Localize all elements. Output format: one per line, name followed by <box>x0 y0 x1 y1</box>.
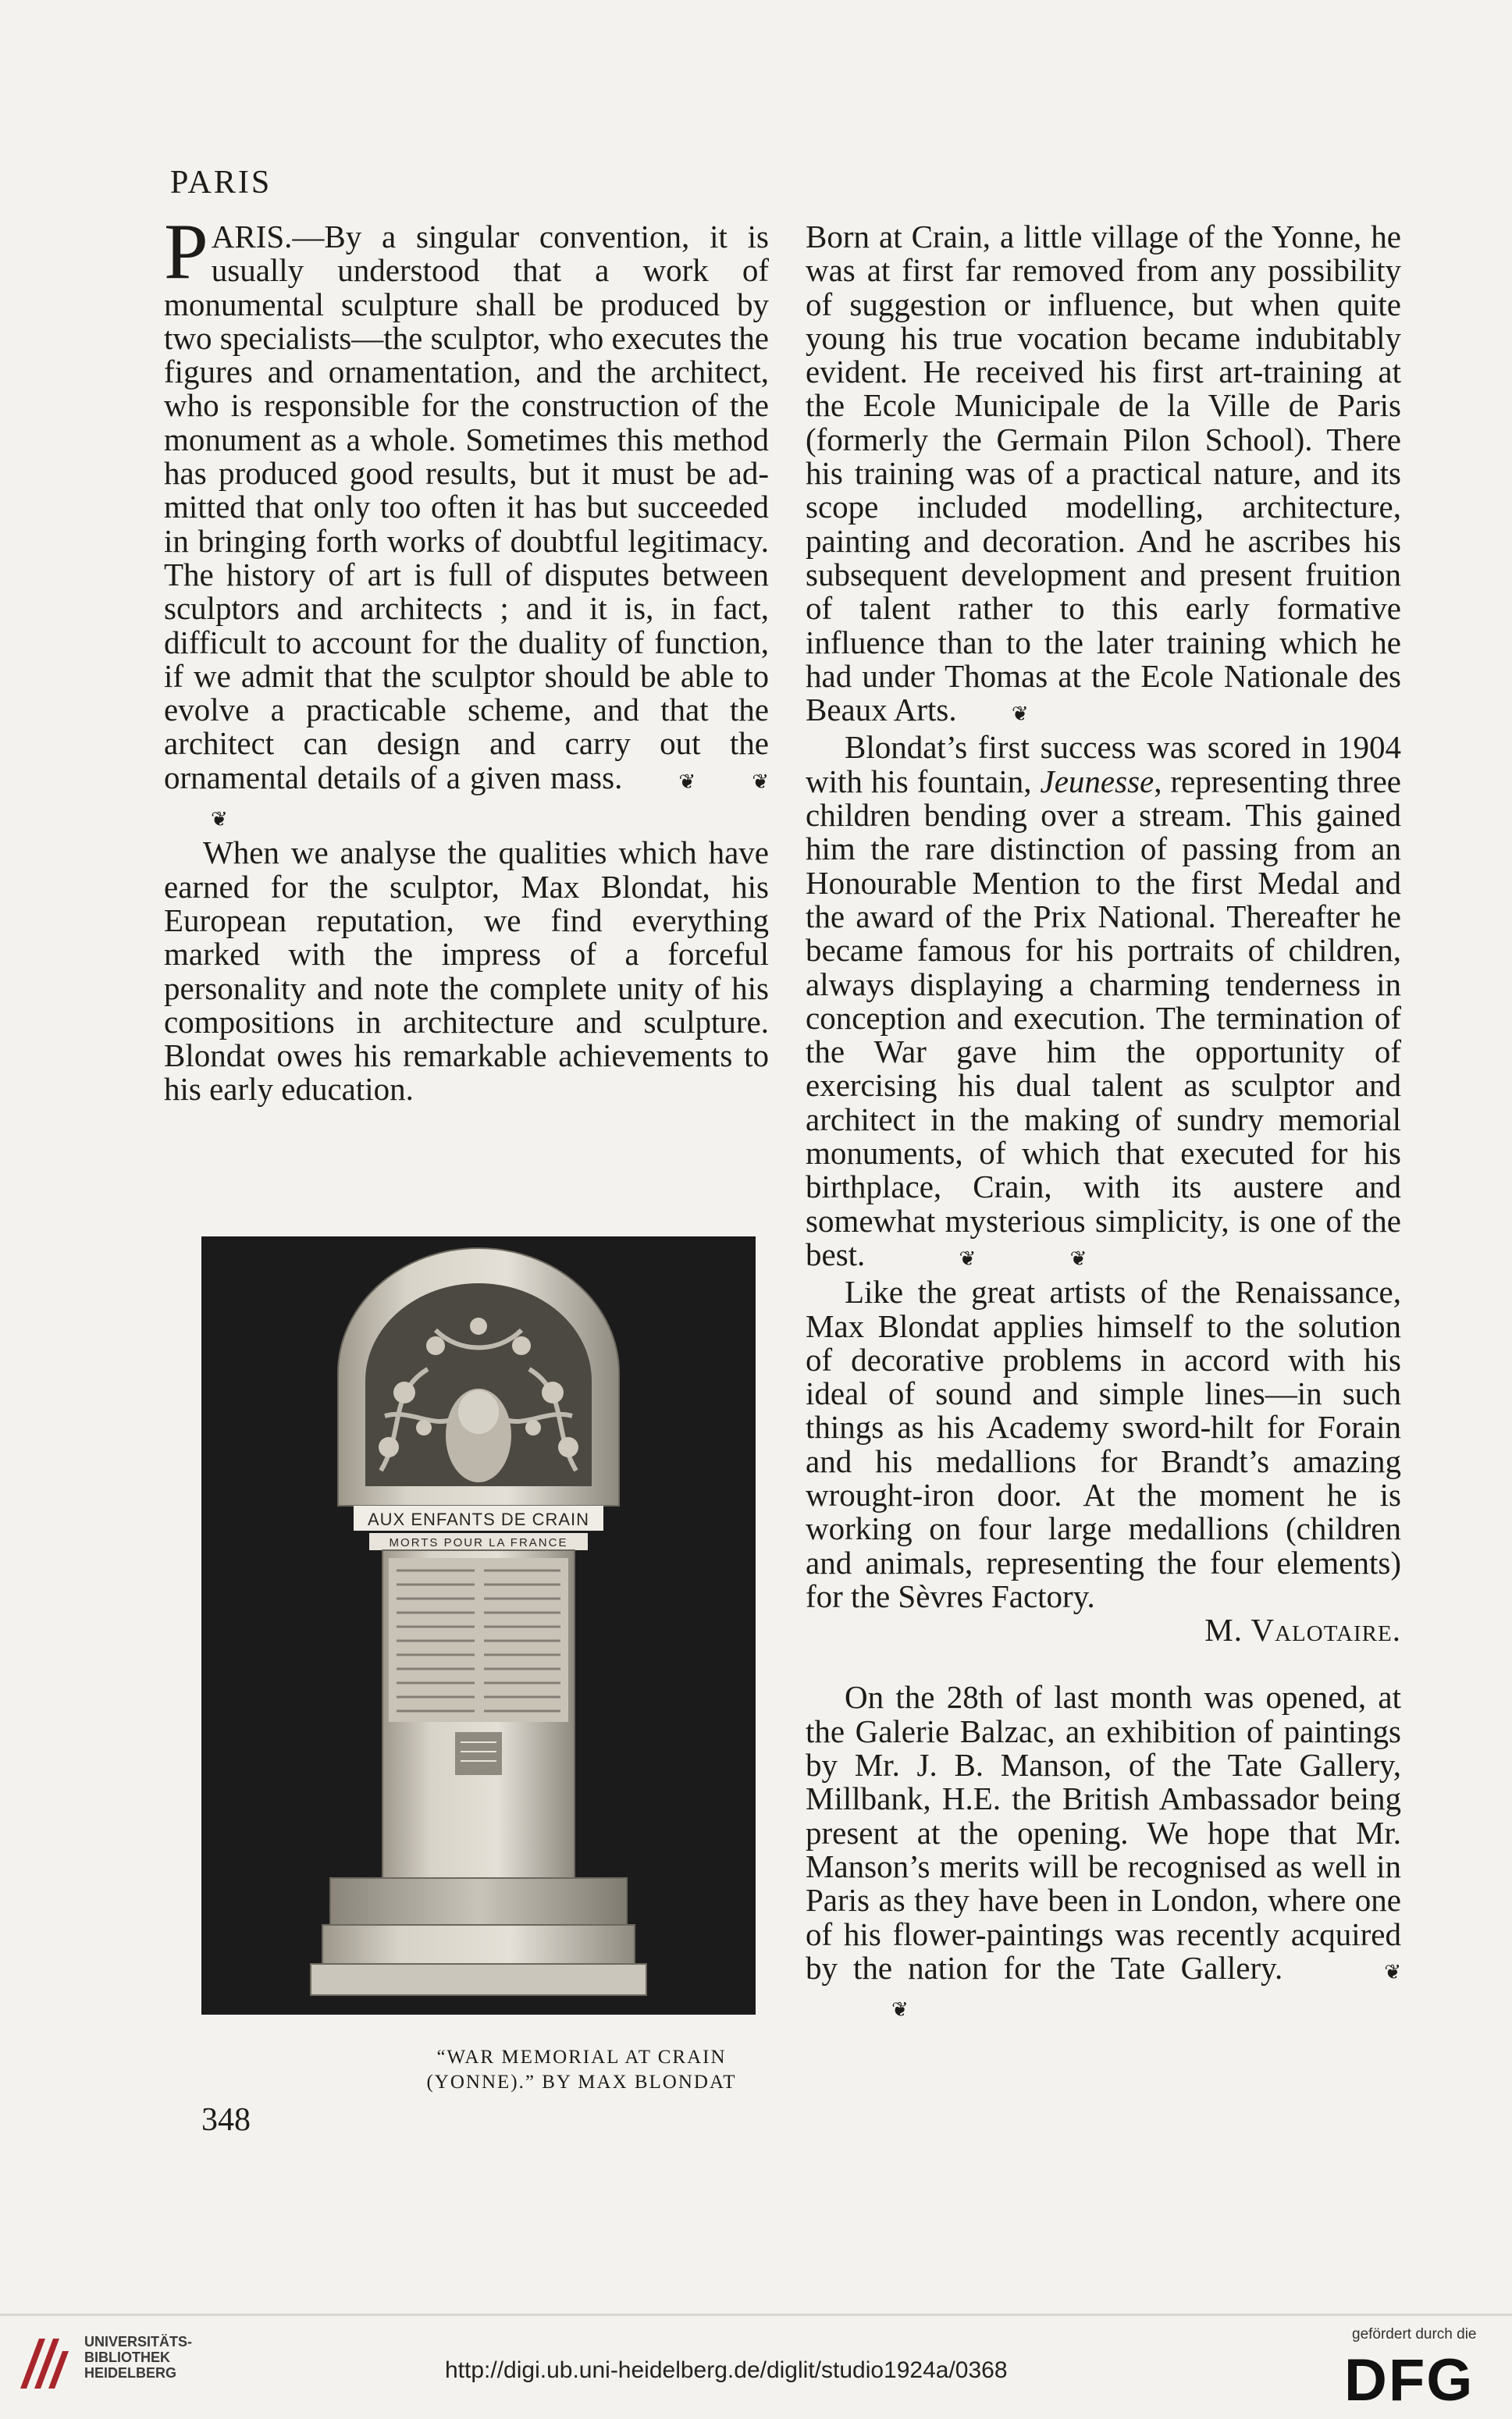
leaf-ornament-icon: ❦ <box>1069 1247 1087 1270</box>
work-title: Jeunesse <box>1040 763 1154 799</box>
paragraph-birth-text: Born at Crain, a little village of the Yonne, he was at first far removed from any possibility of suggestion or influence, but when quite young his true vocation became indubitably evident. He received his first art-training at the Ecole Municipale de la Ville de Paris (formerly the Germain Pilon School). There his training was of a practical nature, and its scope included modelling, architecture, painting and decoration. And he ascribes his subsequent development and present fruition of talent rather to this early formative influence than to the later training which he had under Thomas at the Ecole Nationale des Beaux Arts. <box>806 219 1401 728</box>
running-head: PARIS <box>170 165 272 201</box>
memorial-inscription-2: MORTS POUR LA FRANCE <box>389 1536 568 1549</box>
author-signature: M. Valotaire. <box>1204 1612 1401 1649</box>
library-name-line-2: BIBLIOTHEK <box>84 2350 170 2365</box>
paragraph-success-text-a: Blondat’s first success was scored in 1904 with his fountain, <box>806 729 1401 799</box>
left-column <box>164 208 770 1108</box>
paragraph-success-text-b: , representing three children bending over a stream. This gained him the rare distinction of passing from an Honourable Mention to the first Medal and the award of the Prix National. Thereafter he became famous for his portraits of children, always displaying a charming tenderness in conception and execution. The termination of the War gave him the opportunity of exercising his dual talent as sculptor and architect in the making of sundry memorial monuments, of which that executed for his birthplace, Crain, with its austere and somewhat mysterious simplicity, is one of the best. <box>806 763 1401 1272</box>
paragraph-exhibition <box>806 1681 1401 2026</box>
paragraph-qualities: When we analyse the qualities which have earned for the sculptor, Max Blondat, his European reputation, we find everything marked with the impress of a forceful personality and note the complete unity of his compositions in architecture and sculpture. Blondat owes his remarkable achievements to his early education. <box>164 834 769 1108</box>
memorial-illustration <box>201 1236 756 2015</box>
memorial-inscription-1: AUX ENFANTS DE CRAIN <box>367 1510 590 1529</box>
paragraph-birth <box>806 220 1401 731</box>
paragraph-intro-text: ARIS.—By a singular convention, it is usually understood that a work of monumental sculpture shall be produced by two specialists—the sculptor, who executes the figures and ornamentation, and the architect, who is responsible for the construction of the monument as a whole. Sometimes this method has produced good results, but it must be admitted that only too often it has but succeeded in bringing forth works of doubtful legitimacy. The history of art is full of disputes between sculptors and architects ; and it is, in fact, difficult to account for the duality of function, if we admit that the sculptor should be able to evolve a practicable scheme, and that the architect can design and carry out the ornamental details of a given mass. <box>164 219 769 795</box>
caption-line-2: (YONNE).” BY MAX BLONDAT <box>426 2072 737 2093</box>
right-column <box>806 220 1401 2026</box>
leaf-ornament-icon: ❦ <box>211 808 228 831</box>
library-name <box>84 2334 192 2381</box>
leaf-ornament-icon: ❦ <box>891 1998 909 2022</box>
section-gap <box>806 1647 1401 1681</box>
page-number: 348 <box>201 2102 251 2138</box>
library-name-line-1: UNIVERSITÄTS- <box>84 2334 193 2350</box>
library-name-line-3: HEIDELBERG <box>84 2365 177 2381</box>
paragraph-success <box>806 731 1401 1275</box>
university-library-logo <box>16 2334 75 2397</box>
leaf-ornament-icon: ❦ <box>678 770 696 793</box>
war-memorial-photo <box>201 1236 756 2015</box>
paragraph-renaissance-text: Like the great artists of the Renaissance, Max Blondat applies himself to the solution of decorative problems in accord with his ideal of sound and simple lines—in such things as his Academy sword-hilt for Forain and his medallions for Brandt’s amazing wrought-iron door. At the moment he is working on four large medallions (children and animals, representing the four elements) for the Sèvres Factory. <box>806 1274 1401 1614</box>
drop-cap: P <box>164 208 208 296</box>
leaf-ornament-icon: ❦ <box>1011 703 1029 726</box>
caption-line-1: “WAR MEMORIAL AT CRAIN <box>436 2047 727 2068</box>
paragraph-intro <box>164 208 770 836</box>
leaf-ornament-icon: ❦ <box>1384 1960 1401 1983</box>
leaf-ornament-icon: ❦ <box>752 770 770 793</box>
paragraph-renaissance <box>806 1275 1401 1647</box>
source-url-link[interactable]: http://digi.ub.uni-heidelberg.de/diglit/studio1924a/0368 <box>445 2357 1008 2383</box>
paragraph-exhibition-text: On the 28th of last month was opened, at the Galerie Balzac, an exhibition of paintings by Mr. J. B. Manson, of the Tate Gallery, Millbank, H.E. the British Ambassador being present at the opening. We hope that Mr. Manson’s merits will be recognised as well in Paris as they have been in London, where one of his flower-paintings was recently acquired by the nation for the Tate Gallery. <box>806 1679 1401 1986</box>
funding-note: gefördert durch die <box>1352 2326 1477 2343</box>
dfg-logo: DFG <box>1344 2347 1475 2414</box>
footer-divider <box>0 2314 1512 2316</box>
leaf-ornament-icon: ❦ <box>959 1247 977 1270</box>
figure-caption <box>406 2045 757 2095</box>
